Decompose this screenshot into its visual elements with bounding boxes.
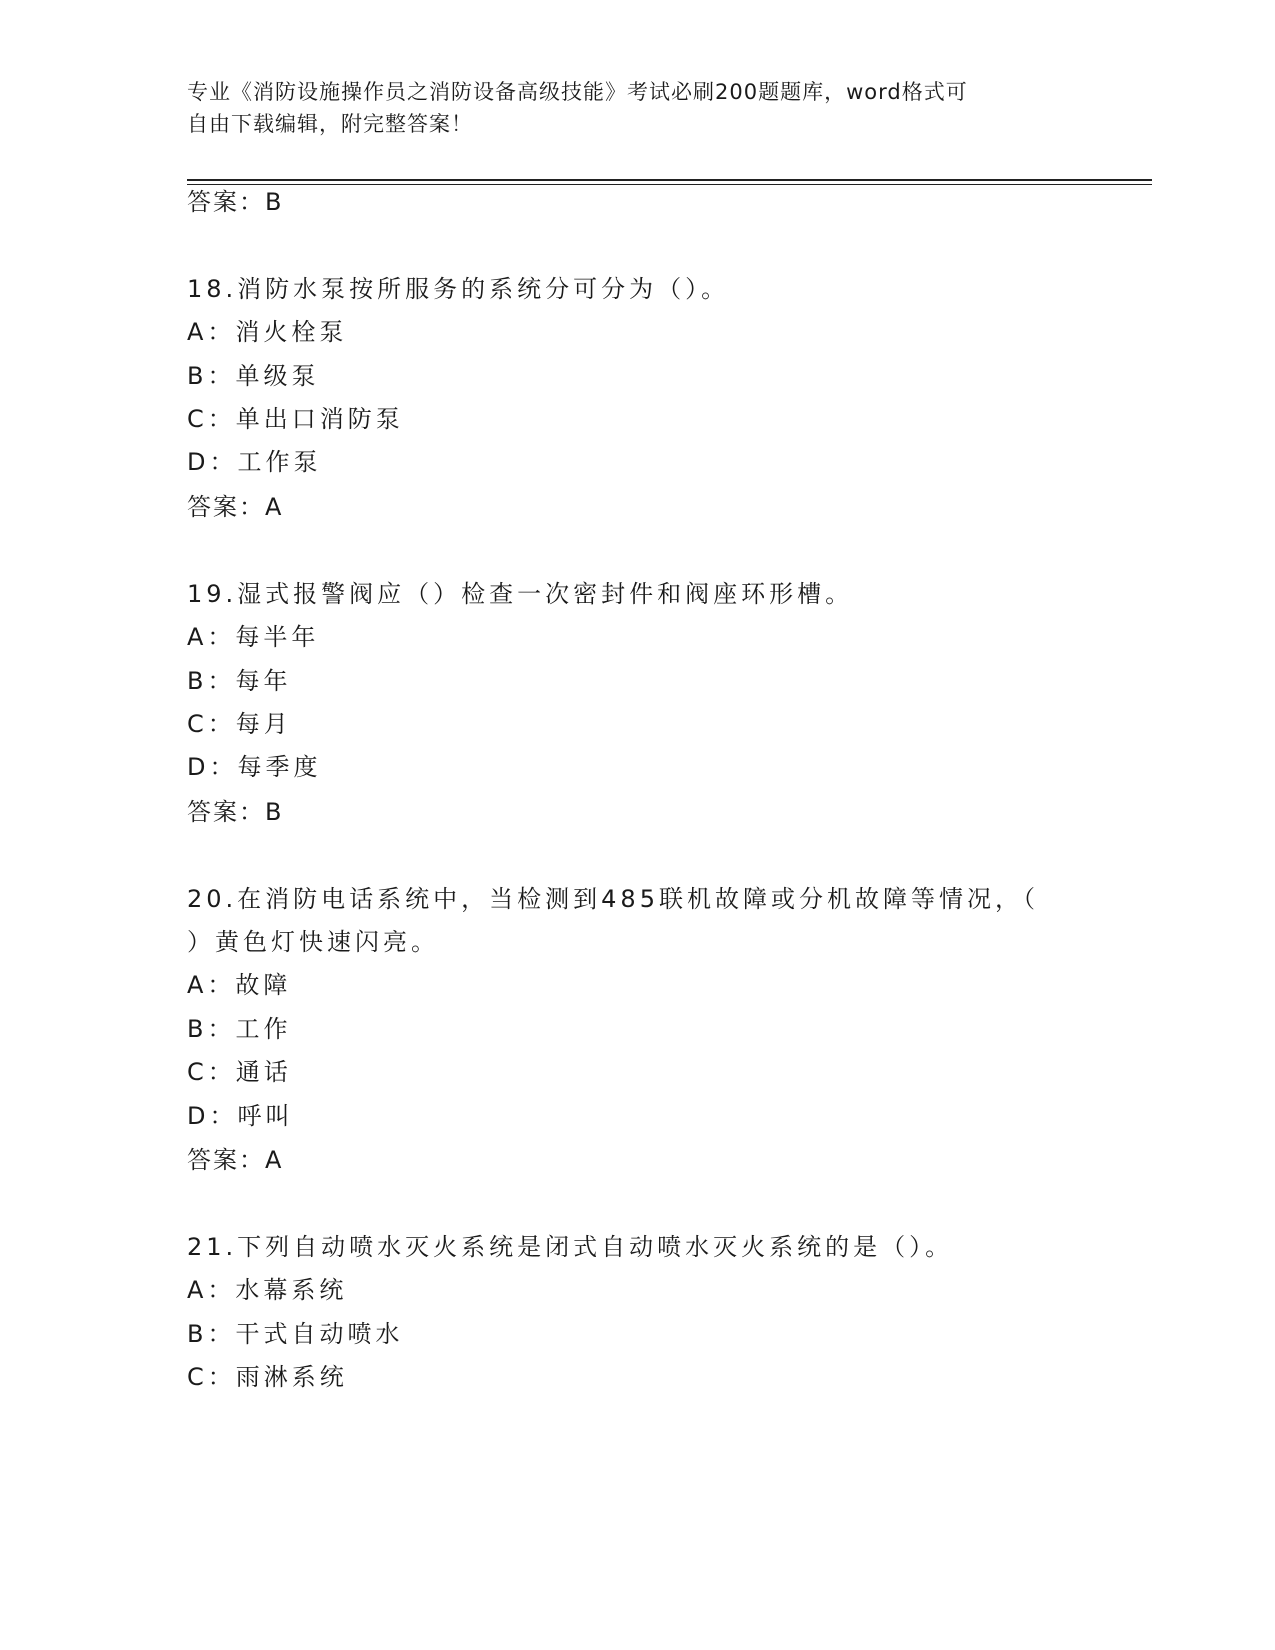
header-line-1: 专业《消防设施操作员之消防设备高级技能》考试必刷200题题库，word格式可 (187, 80, 968, 104)
question-20-answer: 答案：A (187, 1146, 284, 1174)
header-divider-thick (187, 179, 1152, 181)
question-20-option-a: A：故障 (187, 971, 292, 999)
question-18-option-c: C：单出口消防泵 (187, 405, 404, 433)
question-19-option-b: B：每年 (187, 667, 292, 695)
question-19-option-d: D：每季度 (187, 753, 322, 781)
question-21-option-a: A：水幕系统 (187, 1276, 348, 1304)
question-18-option-b: B：单级泵 (187, 362, 320, 390)
question-21-option-c: C：雨淋系统 (187, 1363, 348, 1391)
header-line-2: 自由下载编辑，附完整答案！ (187, 112, 473, 136)
question-19-stem: 19.湿式报警阀应（）检查一次密封件和阀座环形槽。 (187, 580, 854, 608)
question-20-stem-line-1: 20.在消防电话系统中，当检测到485联机故障或分机故障等情况，（ (187, 885, 1039, 913)
question-21-stem: 21.下列自动喷水灭火系统是闭式自动喷水灭火系统的是（）。 (187, 1233, 954, 1261)
question-18-stem: 18.消防水泵按所服务的系统分可分为（）。 (187, 275, 730, 303)
document-header (187, 76, 1067, 140)
question-21-option-b: B：干式自动喷水 (187, 1320, 404, 1348)
question-18-option-a: A：消火栓泵 (187, 318, 348, 346)
question-18-option-d: D：工作泵 (187, 448, 322, 476)
question-20-option-b: B：工作 (187, 1015, 292, 1043)
question-18-answer: 答案：A (187, 493, 284, 521)
question-19-answer: 答案：B (187, 798, 284, 826)
question-19-option-a: A：每半年 (187, 623, 320, 651)
question-20-stem-line-2: ）黄色灯快速闪亮。 (187, 928, 439, 956)
question-19-option-c: C：每月 (187, 710, 292, 738)
question-20-option-d: D：呼叫 (187, 1102, 294, 1130)
question-20-option-c: C：通话 (187, 1058, 292, 1086)
previous-answer: 答案：B (187, 188, 284, 216)
header-divider-thin (187, 184, 1152, 185)
